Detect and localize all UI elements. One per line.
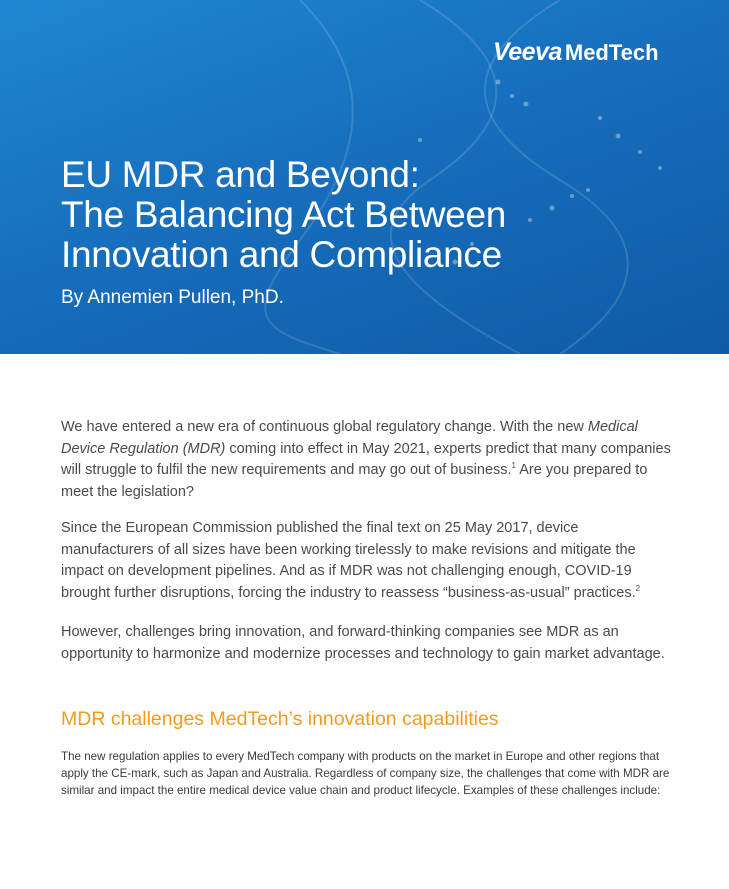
p1-text-b: coming into effect in May 2021, experts predict that many companies will struggle to fulfil the new requirements and may go out of business.	[61, 440, 671, 478]
title-line: Innovation and Compliance	[61, 234, 502, 275]
title-line: EU MDR and Beyond:	[61, 154, 420, 195]
footnote-ref-1[interactable]: 1	[511, 461, 516, 471]
p1-text-a: We have entered a new era of continuous global regulatory change. With the new	[61, 419, 588, 435]
hero-banner	[0, 0, 729, 354]
logo-veeva-text: Veeva	[493, 38, 562, 66]
intro-paragraph-3: However, challenges bring innovation, and forward-thinking companies see MDR as an opportunity to harmonize and modernize processes and technology to gain market advantage.	[61, 624, 665, 662]
title-line: The Balancing Act Between	[61, 194, 507, 235]
page-title	[61, 155, 701, 275]
logo-medtech-text: MedTech	[564, 40, 659, 65]
author-byline: By Annemien Pullen, PhD.	[61, 287, 284, 308]
p1-emphasis: Medical Device Regulation (MDR)	[61, 419, 638, 457]
section-heading: MDR challenges MedTech’s innovation capabilities	[61, 708, 499, 730]
p2-text: Since the European Commission published the final text on 25 May 2017, device manufacturers of all sizes have been working tirelessly to make revisions and mitigate the impact on development pipelines. And as if MDR was not challenging enough, COVID-19 brought further disruptions, forcing the industry to reassess “business-as-usual” practices.	[61, 520, 636, 601]
veeva-medtech-logo	[493, 38, 659, 72]
section-paragraph: The new regulation applies to every MedTech company with products on the market in Europe and other regions that apply the CE-mark, such as Japan and Australia. Regardless of company size, the challenges that come with MDR are similar and impact the entire medical device value chain and product lifecycle. Examples of these challenges include:	[61, 750, 670, 797]
p1-text-c: Are you prepared to meet the legislation?	[61, 462, 648, 500]
intro-paragraph-2	[61, 518, 671, 604]
intro-paragraph-1	[61, 417, 671, 503]
footnote-ref-2[interactable]: 2	[635, 583, 641, 593]
